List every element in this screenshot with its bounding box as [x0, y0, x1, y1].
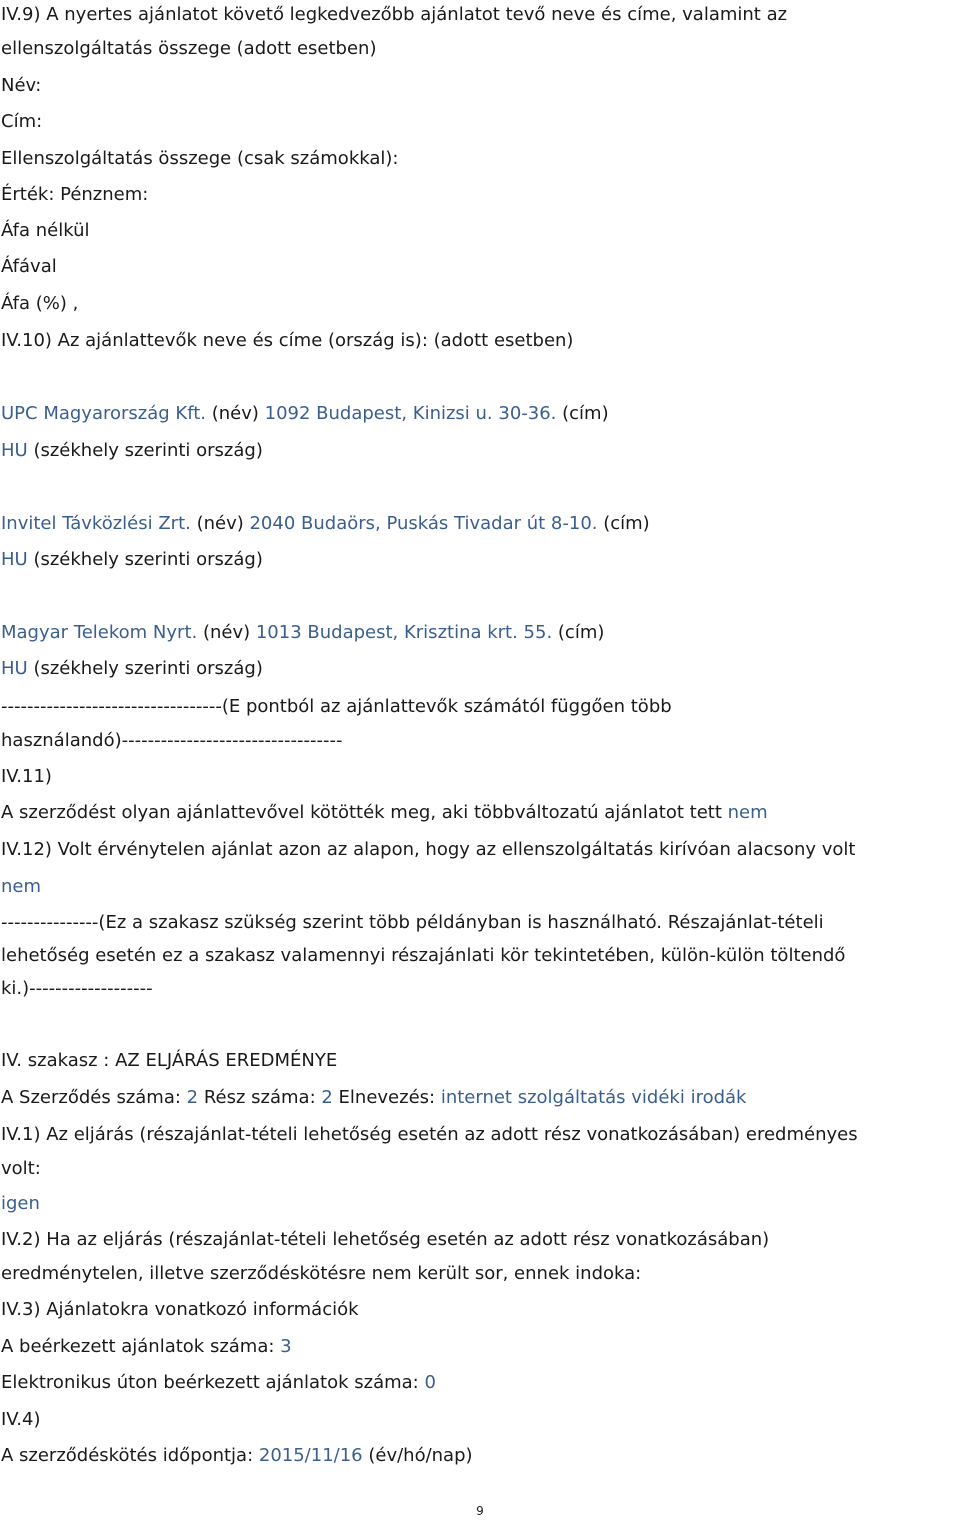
- section-note-line3: ki.)-------------------: [1, 978, 153, 999]
- contract-no-value: 2: [186, 1087, 199, 1108]
- bidder-1-country-line: [1, 440, 263, 462]
- received-offers-value: 3: [280, 1336, 292, 1357]
- without-vat-label: Áfa nélkül: [1, 220, 90, 241]
- name-tag: (név): [206, 403, 265, 424]
- iv1-line2: volt:: [1, 1158, 41, 1179]
- bidders-note-line2: használandó)----------------------------------: [1, 730, 343, 751]
- multi-variant-answer: nem: [727, 802, 768, 823]
- section-iv12-question: IV.12) Volt érvénytelen ajánlat azon az alapon, hogy az ellenszolgáltatás kirívóan alacsony volt: [1, 839, 856, 860]
- bidder-name: Magyar Telekom Nyrt.: [1, 622, 198, 643]
- bidder-country: HU: [1, 440, 28, 461]
- section-iv12-answer: nem: [1, 876, 42, 897]
- bidder-name: UPC Magyarország Kft.: [1, 403, 207, 424]
- contract-line: [1, 1087, 746, 1109]
- bidder-3-country-line: [1, 658, 263, 680]
- section-note-line1: ---------------(Ez a szakasz szükség szerint több példányban is használható. Részajánlat-tételi: [1, 912, 824, 933]
- with-vat-label: Áfával: [1, 256, 57, 277]
- iv2-line1: IV.2) Ha az eljárás (részajánlat-tételi lehetőség esetén az adott rész vonatkozásában): [1, 1229, 770, 1250]
- bidder-country: HU: [1, 658, 28, 679]
- part-no-value: 2: [321, 1087, 333, 1108]
- contract-title-label: Elnevezés:: [332, 1087, 441, 1108]
- contract-title-value: internet szolgáltatás vidéki irodák: [440, 1087, 747, 1108]
- section-iv10-heading: IV.10) Az ajánlattevők neve és címe (ország is): (adott esetben): [1, 330, 574, 351]
- address-tag: (cím): [552, 622, 605, 643]
- bidder-1-line: [1, 403, 609, 425]
- signing-date-format: (év/hó/nap): [362, 1445, 473, 1466]
- address-tag: (cím): [556, 403, 609, 424]
- value-currency-label: Érték: Pénznem:: [1, 184, 149, 205]
- section-iv-heading: IV. szakasz : AZ ELJÁRÁS EREDMÉNYE: [1, 1050, 338, 1071]
- electronic-offers-label: Elektronikus úton beérkezett ajánlatok száma:: [1, 1372, 425, 1393]
- address-label: Cím:: [1, 111, 43, 132]
- address-tag: (cím): [597, 513, 650, 534]
- electronic-offers-line: [1, 1372, 436, 1394]
- iv2-line2: eredménytelen, illetve szerződéskötésre nem került sor, ennek indoka:: [1, 1263, 642, 1284]
- bidder-3-line: [1, 622, 604, 644]
- name-label: Név:: [1, 75, 42, 96]
- received-offers-line: [1, 1336, 292, 1358]
- section-iv9-heading-line2: ellenszolgáltatás összege (adott esetben): [1, 38, 377, 59]
- bidder-address: 2040 Budaörs, Puskás Tivadar út 8-10.: [249, 513, 598, 534]
- name-tag: (név): [190, 513, 250, 534]
- signing-date-value: 2015/11/16: [258, 1445, 363, 1466]
- part-no-label: Rész száma:: [198, 1087, 322, 1108]
- bidder-address: 1092 Budapest, Kinizsi u. 30-36.: [264, 403, 557, 424]
- country-tag: (székhely szerinti ország): [27, 440, 263, 461]
- received-offers-label: A beérkezett ajánlatok száma:: [1, 1336, 281, 1357]
- section-note-line2: lehetőség esetén ez a szakasz valamennyi részajánlati kör tekintetében, külön-külön töltendő: [1, 945, 846, 966]
- bidder-address: 1013 Budapest, Krisztina krt. 55.: [255, 622, 553, 643]
- iv4-heading: IV.4): [1, 1409, 41, 1430]
- bidder-name: Invitel Távközlési Zrt.: [1, 513, 191, 534]
- electronic-offers-value: 0: [424, 1372, 436, 1393]
- section-iv9-heading-line1: IV.9) A nyertes ajánlatot követő legkedvezőbb ajánlatot tevő neve és címe, valamint az: [1, 4, 788, 25]
- contract-no-label: A Szerződés száma:: [1, 1087, 187, 1108]
- section-iv11-line: [1, 802, 768, 824]
- iv1-answer: igen: [1, 1193, 40, 1214]
- country-tag: (székhely szerinti ország): [27, 549, 263, 570]
- bidder-2-line: [1, 513, 650, 535]
- signing-date-line: [1, 1445, 473, 1467]
- iv3-heading: IV.3) Ajánlatokra vonatkozó információk: [1, 1299, 359, 1320]
- amount-label: Ellenszolgáltatás összege (csak számokkal):: [1, 148, 399, 169]
- bidder-country: HU: [1, 549, 28, 570]
- bidder-2-country-line: [1, 549, 263, 571]
- multi-variant-question: A szerződést olyan ajánlattevővel kötötték meg, aki többváltozatú ajánlatot tett: [1, 802, 728, 823]
- bidders-note-line1: ----------------------------------(E pontból az ajánlattevők számától függően több: [1, 696, 672, 717]
- iv1-line1: IV.1) Az eljárás (részajánlat-tételi lehetőség esetén az adott rész vonatkozásában) eredményes: [1, 1124, 858, 1145]
- name-tag: (név): [197, 622, 256, 643]
- signing-date-label: A szerződéskötés időpontja:: [1, 1445, 259, 1466]
- page-number: 9: [476, 1504, 484, 1518]
- vat-percent-label: Áfa (%) ,: [1, 293, 79, 314]
- country-tag: (székhely szerinti ország): [27, 658, 263, 679]
- section-iv11-heading: IV.11): [1, 766, 52, 787]
